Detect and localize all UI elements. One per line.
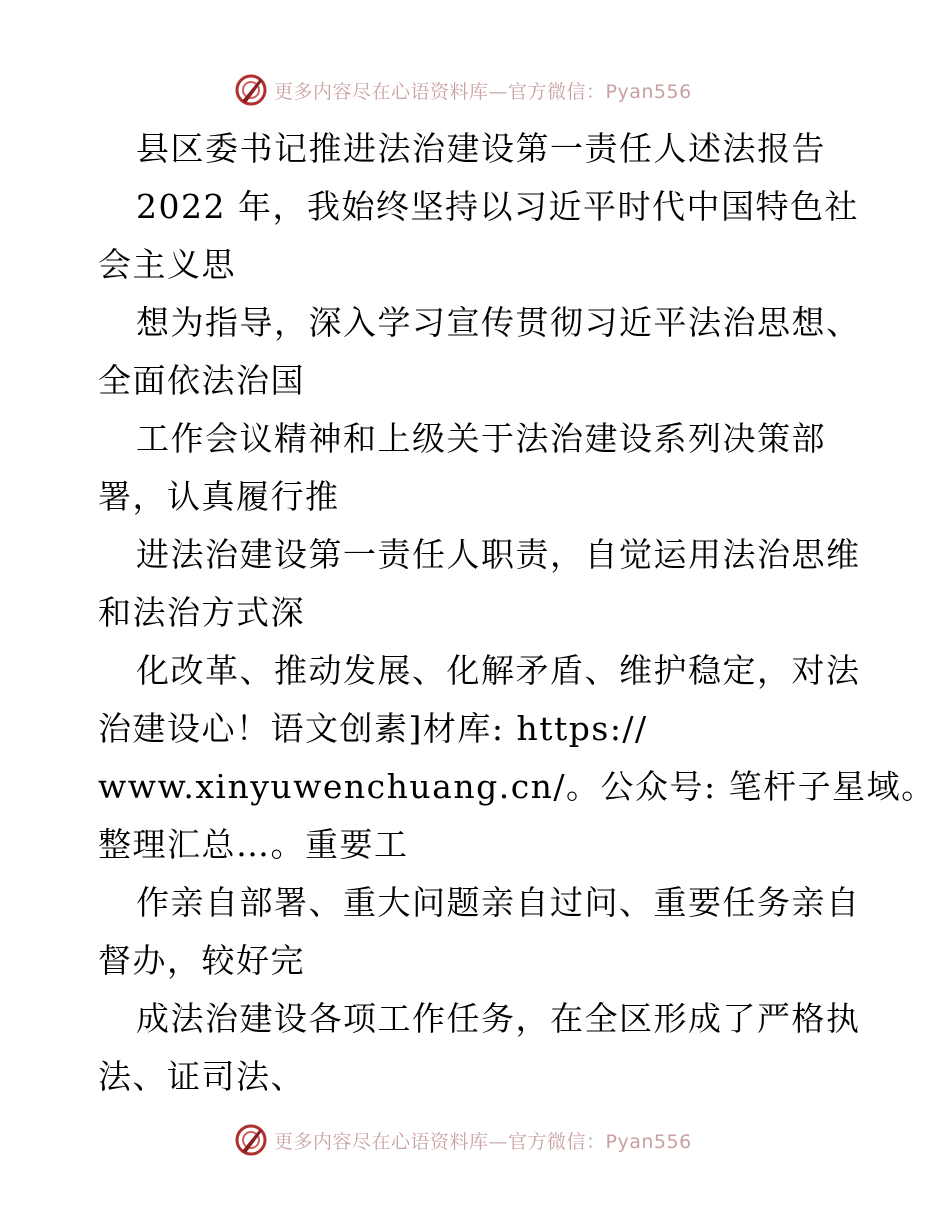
footer-banner-wechat: 官方微信：Pyan556 (508, 1130, 692, 1153)
footer-banner-slogan: 更多内容尽在心语资料库 (274, 1130, 489, 1153)
header-banner-text (274, 77, 692, 104)
paragraph-line: 署，认真履行推 (98, 477, 340, 516)
header-banner (234, 72, 692, 108)
header-banner-slogan: 更多内容尽在心语资料库 (274, 80, 489, 103)
paragraph-line: 法、证司法、 (98, 1057, 305, 1096)
paragraph-line: 想为指导，深入学习宣传贯彻习近平法治思想、 (136, 303, 861, 342)
paragraph-line: 2022 年，我始终坚持以习近平时代中国特色社 (136, 187, 859, 226)
quill-pen-logo-icon (234, 1123, 268, 1157)
header-banner-separator: — (488, 80, 509, 103)
document-body (98, 120, 936, 1106)
paragraph-line: 成法治建设各项工作任务，在全区形成了严格执 (136, 999, 861, 1038)
paragraph-line: 作亲自部署、重大问题亲自过问、重要任务亲自 (136, 883, 861, 922)
footer-banner-separator: — (488, 1130, 509, 1153)
paragraph-line: 会主义思 (98, 245, 236, 284)
paragraph-line: 化改革、推动发展、化解矛盾、维护稳定，对法 (136, 651, 861, 690)
paragraph-line: www.xinyuwenchuang.cn/。公众号: 笔杆子星域。 (98, 767, 936, 806)
quill-pen-logo-icon (234, 73, 268, 107)
paragraph-line: 整理汇总…。重要工 (98, 825, 409, 864)
header-banner-wechat: 官方微信：Pyan556 (508, 80, 692, 103)
paragraph-line: 和法治方式深 (98, 593, 305, 632)
paragraph-line: 督办，较好完 (98, 941, 305, 980)
document-title: 县区委书记推进法治建设第一责任人述法报告 (136, 129, 826, 168)
paragraph-line: 治建设心！语文创素]材库: https:// (98, 709, 648, 748)
paragraph-line: 全面依法治国 (98, 361, 305, 400)
footer-banner-text (274, 1127, 692, 1154)
paragraph-line: 进法治建设第一责任人职责，自觉运用法治思维 (136, 535, 861, 574)
footer-banner (234, 1122, 692, 1158)
paragraph-line: 工作会议精神和上级关于法治建设系列决策部 (136, 419, 826, 458)
